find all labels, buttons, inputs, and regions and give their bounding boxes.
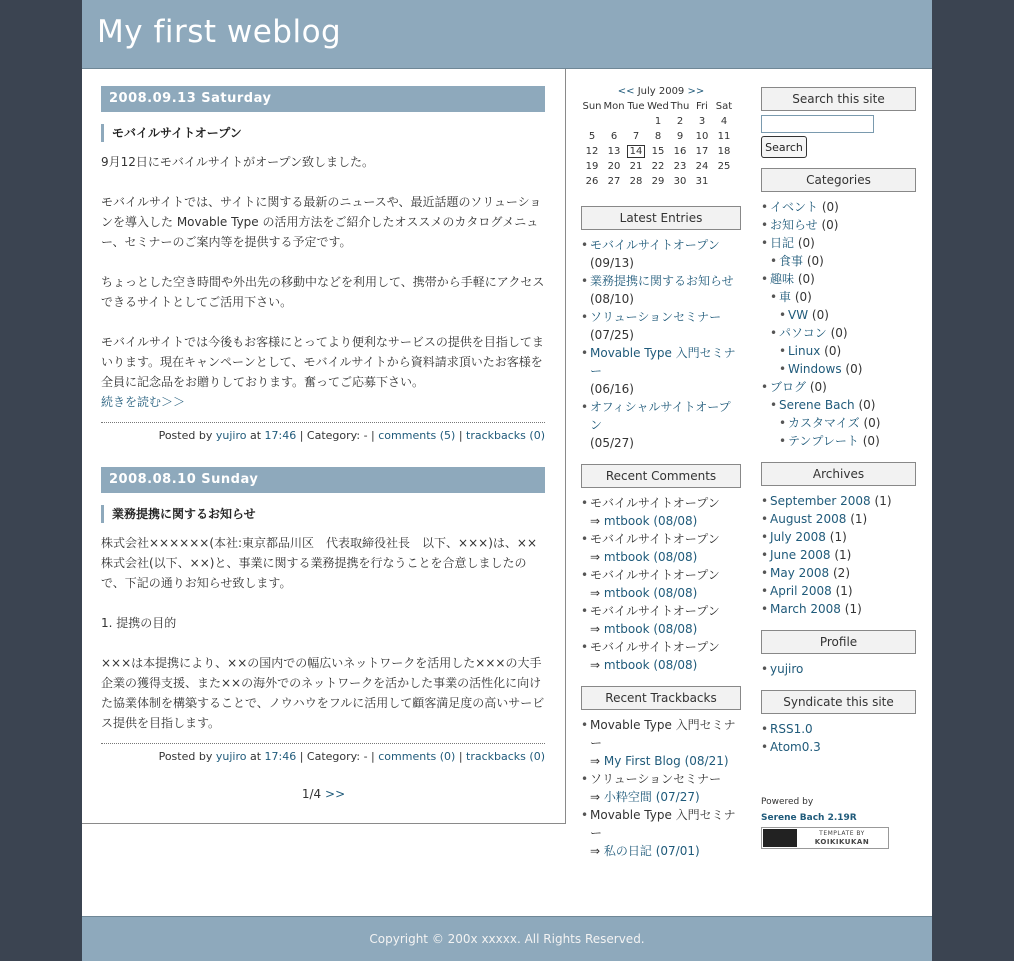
- latest-entries-list: [581, 236, 741, 452]
- permalink-time[interactable]: 17:46: [264, 750, 297, 763]
- arrow-icon: ⇒: [590, 550, 601, 564]
- arrow-icon: ⇒: [590, 622, 601, 636]
- header: [82, 0, 932, 69]
- calendar-day-number: 14: [627, 145, 646, 158]
- profile-link[interactable]: yujiro: [770, 662, 804, 676]
- recent-trackback-entry: Movable Type 入門セミナー: [590, 718, 736, 750]
- search-button[interactable]: Search: [761, 136, 807, 158]
- recent-trackback-entry: ソリューションセミナー: [590, 772, 722, 786]
- calendar-day-number: 2: [676, 116, 684, 127]
- calendar-next-link[interactable]: >>: [687, 86, 705, 97]
- recent-comment-item: [581, 638, 741, 674]
- page-indicator: 1/4: [301, 787, 322, 801]
- entry-body: [101, 533, 545, 733]
- category-item: [770, 396, 916, 414]
- category-count: (0): [809, 380, 827, 394]
- author-link[interactable]: yujiro: [215, 750, 247, 763]
- calendar-day-number: 28: [629, 176, 643, 187]
- calendar-day-number: 19: [585, 161, 599, 172]
- entry-paragraph: ×××は本提携により、××の国内での幅広いネットワークを活用した×××の大手企業の獲得支援、また××の海外でのネットワークを活かした事業の活性化に向けた協業体制を構築することで、ノウハウをフルに活用して顧客満足度の高いサービス提供を目指します。: [101, 656, 545, 730]
- separator: |: [458, 750, 463, 763]
- calendar-day-number: 24: [695, 161, 709, 172]
- pagination: [82, 787, 565, 801]
- category-link[interactable]: イベント: [770, 200, 819, 214]
- arrow-icon: ⇒: [590, 790, 601, 804]
- separator: |: [458, 429, 463, 442]
- calendar-day-number: 5: [588, 131, 596, 142]
- calendar-day: [603, 159, 625, 174]
- calendar-day: [691, 174, 713, 189]
- category-count: (0): [858, 398, 876, 412]
- entry-paragraph: ちょっとした空き時間や外出先の移動中などを利用して、携帯から手軽にアクセスできるサイトとしてご活用下さい。: [101, 275, 545, 309]
- calendar-day-number: 9: [676, 131, 684, 142]
- archive-item: [761, 528, 916, 546]
- calendar-day: [581, 129, 603, 144]
- calendar-day-number: 15: [651, 146, 665, 157]
- template-badge[interactable]: [761, 827, 889, 849]
- entry-paragraph: 9月12日にモバイルサイトがオープン致しました。: [101, 155, 374, 169]
- categories-list: [761, 198, 916, 450]
- calendar-day-number: 31: [695, 176, 709, 187]
- archive-item: [761, 510, 916, 528]
- calendar-day: [603, 174, 625, 189]
- calendar-day-number: 18: [717, 146, 731, 157]
- calendar-day-number: 8: [654, 131, 662, 142]
- calendar-day: [713, 144, 735, 159]
- category-count: (0): [811, 308, 829, 322]
- calendar-day-number: 16: [673, 146, 687, 157]
- category-count: (0): [797, 236, 815, 250]
- syndicate: [761, 690, 916, 756]
- author-link[interactable]: yujiro: [215, 429, 247, 442]
- profile-title: Profile: [761, 630, 916, 654]
- posted-by-label: Posted by: [158, 429, 213, 442]
- latest-entry-link[interactable]: モバイルサイトオープン: [590, 238, 720, 252]
- calendar-header: [581, 86, 741, 97]
- archives: [761, 462, 916, 618]
- category-count: (0): [806, 254, 824, 268]
- calendar-day: [625, 114, 647, 129]
- recent-comments-list: [581, 494, 741, 674]
- calendar-month: July 2009: [637, 86, 685, 97]
- recent-comment-entry: モバイルサイトオープン: [590, 640, 720, 654]
- trackbacks-link[interactable]: trackbacks (0): [466, 429, 545, 442]
- archive-link[interactable]: May 2008: [770, 566, 830, 580]
- latest-entry-link[interactable]: オフィシャルサイトオープン: [590, 400, 731, 432]
- calendar-day-number: 26: [585, 176, 599, 187]
- calendar-day: [625, 159, 647, 174]
- category-item: [770, 288, 916, 306]
- trackbacks-link[interactable]: trackbacks (0): [466, 750, 545, 763]
- calendar-day: [581, 159, 603, 174]
- entry-paragraph: モバイルサイトでは、サイトに関する最新のニュースや、最近話題のソリューションを導入した Movable Type の活用方法をご紹介したオススメのカタログメニュー、セミナーのご案内等を提供する予定です。: [101, 195, 542, 249]
- badge-line2: KOIKIKUKAN: [814, 838, 870, 846]
- archive-item: [761, 564, 916, 582]
- recent-comment-item: [581, 602, 741, 638]
- recent-comments: [581, 464, 741, 674]
- calendar-day-number: 1: [654, 116, 662, 127]
- category-label: | Category: - |: [299, 429, 375, 442]
- entry: [101, 86, 545, 443]
- entry-title: モバイルサイトオープン: [101, 124, 545, 142]
- arrow-icon: ⇒: [590, 658, 601, 672]
- comments-link[interactable]: comments (0): [378, 750, 456, 763]
- calendar-day: [581, 114, 603, 129]
- archive-link[interactable]: April 2008: [770, 584, 832, 598]
- calendar-day: [713, 129, 735, 144]
- calendar-weekday: Tue: [627, 101, 645, 112]
- recent-comment-link[interactable]: mtbook (08/08): [603, 622, 698, 636]
- latest-entry-date: (08/10): [590, 292, 634, 306]
- calendar-day: [669, 129, 691, 144]
- arrow-icon: ⇒: [590, 844, 601, 858]
- category-count: (0): [862, 434, 880, 448]
- latest-entry-item: [581, 308, 741, 344]
- category-link[interactable]: テンプレート: [788, 434, 859, 448]
- latest-entry-item: [581, 272, 741, 308]
- archive-count: (1): [850, 512, 868, 526]
- calendar-day-number: 4: [720, 116, 728, 127]
- latest-entry-link[interactable]: ソリューションセミナー: [590, 310, 722, 324]
- permalink-time[interactable]: 17:46: [264, 429, 297, 442]
- recent-trackback-item: [581, 806, 741, 860]
- category-label: | Category: - |: [299, 750, 375, 763]
- category-link[interactable]: VW: [788, 308, 809, 322]
- recent-trackback-entry: Movable Type 入門セミナー: [590, 808, 736, 840]
- latest-entry-date: (09/13): [590, 256, 634, 270]
- calendar-day: [603, 129, 625, 144]
- calendar-day: [581, 144, 603, 159]
- copyright: Copyright © 200x xxxxx. All Rights Reserved.: [369, 932, 645, 946]
- calendar-day-number: 23: [673, 161, 687, 172]
- entry-body: [101, 152, 545, 412]
- archive-link[interactable]: June 2008: [770, 548, 831, 562]
- recent-comment-link[interactable]: mtbook (08/08): [603, 658, 698, 672]
- calendar-day-number: 21: [629, 161, 643, 172]
- category-item: [761, 198, 916, 216]
- entry-footer: [101, 743, 545, 764]
- calendar-week: [581, 129, 735, 144]
- arrow-icon: ⇒: [590, 514, 601, 528]
- calendar-day: [691, 144, 713, 159]
- latest-entry-date: (07/25): [590, 328, 634, 342]
- recent-trackbacks-title: Recent Trackbacks: [581, 686, 741, 710]
- latest-entry-date: (05/27): [590, 436, 634, 450]
- at-label: at: [249, 750, 262, 763]
- calendar-day-number: 7: [632, 131, 640, 142]
- calendar-prev-link[interactable]: <<: [617, 86, 635, 97]
- category-link[interactable]: Windows: [788, 362, 842, 376]
- category-link[interactable]: 車: [779, 290, 792, 304]
- badge-line1: TEMPLATE BY: [819, 830, 865, 837]
- center-sidebar: [581, 86, 741, 860]
- page: [82, 0, 932, 960]
- footer: [82, 916, 932, 961]
- archive-count: (1): [835, 584, 853, 598]
- recent-trackback-link[interactable]: My First Blog (08/21): [603, 754, 729, 768]
- calendar-day: [691, 114, 713, 129]
- syndicate-item: [761, 738, 916, 756]
- category-item: [770, 324, 916, 342]
- main-content: [82, 69, 566, 824]
- calendar-day: [625, 144, 647, 159]
- arrow-icon: ⇒: [590, 586, 601, 600]
- entry: [101, 467, 545, 764]
- calendar-day-number: 20: [607, 161, 621, 172]
- at-label: at: [249, 429, 262, 442]
- recent-comment-link[interactable]: mtbook (08/08): [603, 550, 698, 564]
- calendar-day: [647, 174, 669, 189]
- entry-footer: [101, 422, 545, 443]
- calendar-day: [647, 129, 669, 144]
- recent-comment-entry: モバイルサイトオープン: [590, 496, 720, 510]
- search-box: [761, 87, 916, 158]
- category-count: (0): [797, 272, 815, 286]
- profile-list: [761, 660, 916, 678]
- calendar-weekdays: [581, 99, 735, 114]
- category-item: [770, 252, 916, 270]
- calendar-day-number: 6: [610, 131, 618, 142]
- category-item: [761, 216, 916, 234]
- syndicate-link[interactable]: RSS1.0: [770, 722, 813, 736]
- calendar-day-number: 22: [651, 161, 665, 172]
- category-count: (0): [863, 416, 881, 430]
- entry-date: 2008.09.13 Saturday: [101, 86, 545, 112]
- recent-trackback-item: [581, 716, 741, 770]
- calendar: [581, 99, 735, 189]
- category-item: [761, 234, 916, 252]
- syndicate-list: [761, 720, 916, 756]
- category-link[interactable]: 食事: [779, 254, 804, 268]
- site-title[interactable]: My first weblog: [97, 14, 342, 50]
- archive-count: (1): [829, 530, 847, 544]
- calendar-day: [647, 114, 669, 129]
- recent-trackback-link[interactable]: 私の日記 (07/01): [603, 844, 700, 858]
- entry-title: 業務提携に関するお知らせ: [101, 505, 545, 523]
- syndicate-link[interactable]: Atom0.3: [770, 740, 821, 754]
- entry-paragraph: 1. 提携の目的: [101, 616, 177, 630]
- recent-comment-entry: モバイルサイトオープン: [590, 532, 720, 546]
- archive-link[interactable]: September 2008: [770, 494, 871, 508]
- categories-title: Categories: [761, 168, 916, 192]
- archive-item: [761, 600, 916, 618]
- category-link[interactable]: お知らせ: [770, 218, 818, 232]
- search-title: Search this site: [761, 87, 916, 111]
- recent-trackbacks: [581, 686, 741, 860]
- calendar-week: [581, 159, 735, 174]
- calendar-day: [691, 159, 713, 174]
- recent-comment-item: [581, 494, 741, 530]
- calendar-weekday: Sat: [715, 101, 733, 112]
- calendar-day: [603, 114, 625, 129]
- recent-trackback-item: [581, 770, 741, 806]
- category-link[interactable]: ブログ: [770, 380, 807, 394]
- search-input[interactable]: [761, 115, 874, 133]
- archives-list: [761, 492, 916, 618]
- syndicate-item: [761, 720, 916, 738]
- powered-label: Powered by: [761, 797, 814, 807]
- categories: [761, 168, 916, 450]
- latest-entries: [581, 206, 741, 452]
- latest-entry-item: [581, 398, 741, 452]
- calendar-day: [647, 159, 669, 174]
- badge-logo-icon: [763, 829, 797, 847]
- archive-count: (1): [844, 602, 862, 616]
- archive-item: [761, 582, 916, 600]
- latest-entry-item: [581, 344, 741, 398]
- recent-comment-entry: モバイルサイトオープン: [590, 568, 720, 582]
- syndicate-title: Syndicate this site: [761, 690, 916, 714]
- recent-trackback-link[interactable]: 小粋空間 (07/27): [603, 790, 700, 804]
- category-count: (0): [821, 218, 839, 232]
- category-link[interactable]: カスタマイズ: [788, 416, 860, 430]
- archive-item: [761, 546, 916, 564]
- calendar-weekday: Wed: [647, 101, 669, 112]
- entry-paragraph: 株式会社××××××(本社:東京都品川区 代表取締役社長 以下、×××)は、××株式会社(以下、××)と、事業に関する業務提携を行なうことを合意しましたので、下記の通りお知らせ致します。: [101, 536, 538, 590]
- category-link[interactable]: 日記: [770, 236, 795, 250]
- comments-link[interactable]: comments (5): [378, 429, 456, 442]
- archive-count: (1): [874, 494, 892, 508]
- calendar-day-number: 3: [698, 116, 706, 127]
- calendar-day-number: 30: [673, 176, 687, 187]
- calendar-day-number: 13: [607, 146, 621, 157]
- calendar-weekday: Thu: [670, 101, 690, 112]
- calendar-day: [691, 129, 713, 144]
- category-item: [779, 306, 916, 324]
- category-count: (0): [794, 290, 812, 304]
- calendar-week: [581, 114, 735, 129]
- category-item: [779, 360, 916, 378]
- calendar-week: [581, 144, 735, 159]
- calendar-weekday: Mon: [603, 101, 625, 112]
- recent-comment-link[interactable]: mtbook (08/08): [603, 586, 698, 600]
- calendar-weekday: Sun: [582, 101, 602, 112]
- recent-comment-link[interactable]: mtbook (08/08): [603, 514, 698, 528]
- calendar-day: [603, 144, 625, 159]
- calendar-day: [669, 114, 691, 129]
- archive-item: [761, 492, 916, 510]
- recent-comments-title: Recent Comments: [581, 464, 741, 488]
- right-sidebar: [761, 87, 916, 849]
- calendar-day-number: 17: [695, 146, 709, 157]
- powered-link[interactable]: Serene Bach 2.19R: [761, 813, 857, 823]
- calendar-day: [647, 144, 669, 159]
- category-count: (0): [824, 344, 842, 358]
- category-link[interactable]: Linux: [788, 344, 821, 358]
- calendar-weekday: Fri: [696, 101, 708, 112]
- latest-entry-item: [581, 236, 741, 272]
- category-item: [761, 378, 916, 396]
- calendar-day-number: 29: [651, 176, 665, 187]
- read-more-link[interactable]: 続きを読む＞＞: [101, 395, 186, 409]
- entry-paragraph: モバイルサイトでは今後もお客様にとってより便利なサービスの提供を目指してまいります。現在キャンペーンとして、モバイルサイトから資料請求頂いたお客様を全員に記念品をお贈りしております。奮ってご応募下さい。: [101, 335, 544, 389]
- archive-count: (2): [833, 566, 850, 580]
- latest-entry-link[interactable]: Movable Type 入門セミナー: [590, 346, 736, 378]
- archive-link[interactable]: March 2008: [770, 602, 841, 616]
- archive-link[interactable]: July 2008: [770, 530, 826, 544]
- recent-trackbacks-list: [581, 716, 741, 860]
- calendar-day: [669, 144, 691, 159]
- profile-item: [761, 660, 916, 678]
- latest-entry-date: (06/16): [590, 382, 634, 396]
- next-page-link[interactable]: >>: [325, 787, 346, 801]
- calendar-day: [669, 159, 691, 174]
- calendar-day-number: 25: [717, 161, 731, 172]
- category-link[interactable]: パソコン: [779, 326, 827, 340]
- arrow-icon: ⇒: [590, 754, 601, 768]
- category-count: (0): [821, 200, 839, 214]
- powered-by: [761, 796, 916, 849]
- calendar-day: [713, 159, 735, 174]
- category-count: (0): [845, 362, 863, 376]
- profile: [761, 630, 916, 678]
- calendar-day: [713, 114, 735, 129]
- category-item: [779, 432, 916, 450]
- archives-title: Archives: [761, 462, 916, 486]
- category-link[interactable]: 趣味: [770, 272, 795, 286]
- category-link[interactable]: Serene Bach: [779, 398, 855, 412]
- calendar-day-number: 12: [585, 146, 599, 157]
- calendar-day-number: 10: [695, 131, 709, 142]
- entry-date: 2008.08.10 Sunday: [101, 467, 545, 493]
- badge-text: [800, 830, 884, 846]
- latest-entry-link[interactable]: 業務提携に関するお知らせ: [590, 274, 734, 288]
- category-item: [779, 342, 916, 360]
- calendar-day-number: 11: [717, 131, 731, 142]
- calendar-day: [625, 129, 647, 144]
- posted-by-label: Posted by: [158, 750, 213, 763]
- recent-comment-entry: モバイルサイトオープン: [590, 604, 720, 618]
- calendar-day: [669, 174, 691, 189]
- calendar-day: [625, 174, 647, 189]
- calendar-day: [581, 174, 603, 189]
- archive-count: (1): [834, 548, 852, 562]
- recent-comment-item: [581, 530, 741, 566]
- category-count: (0): [830, 326, 848, 340]
- archive-link[interactable]: August 2008: [770, 512, 847, 526]
- category-item: [779, 414, 916, 432]
- recent-comment-item: [581, 566, 741, 602]
- calendar-week: [581, 174, 735, 189]
- latest-entries-title: Latest Entries: [581, 206, 741, 230]
- calendar-day: [713, 174, 735, 189]
- calendar-day-number: 27: [607, 176, 621, 187]
- category-item: [761, 270, 916, 288]
